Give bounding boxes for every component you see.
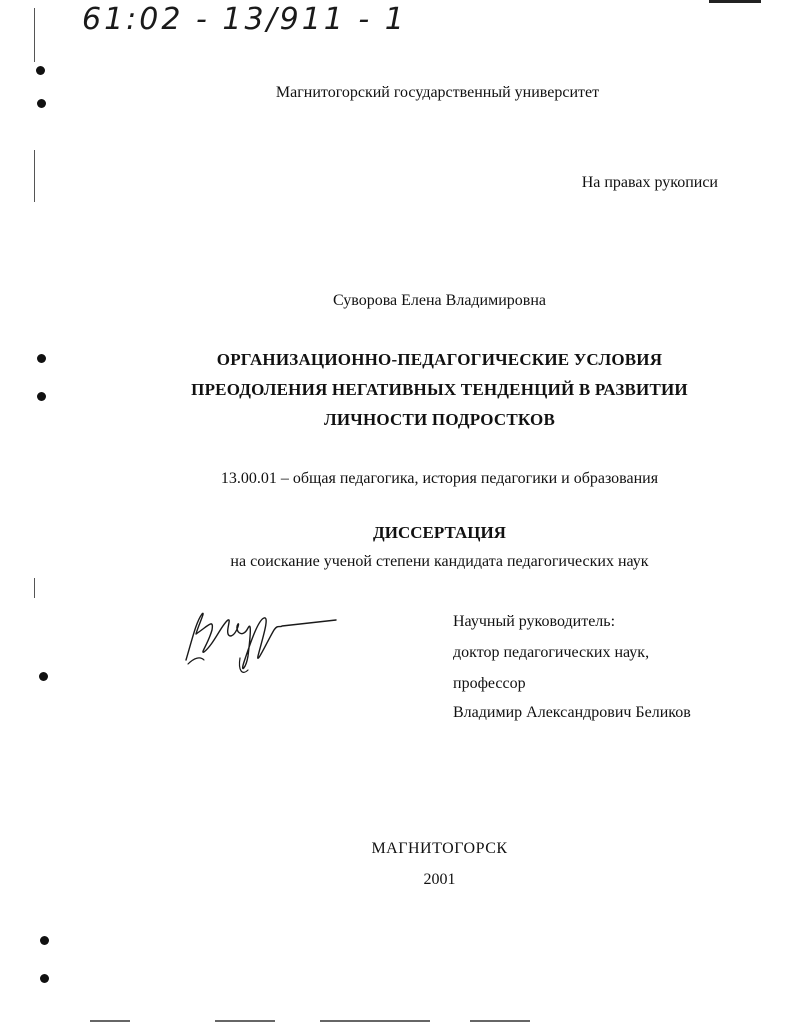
binder-hole-dot	[36, 66, 45, 75]
document-type-heading: ДИССЕРТАЦИЯ	[373, 523, 506, 542]
scan-mark-top	[709, 0, 761, 3]
binder-hole-dot	[40, 936, 49, 945]
scan-edge-line	[34, 578, 35, 598]
dissertation-title-line-2: ПРЕОДОЛЕНИЯ НЕГАТИВНЫХ ТЕНДЕНЦИЙ В РАЗВИТИИ	[191, 380, 688, 399]
scan-edge-line	[34, 150, 35, 202]
manuscript-rights-note: На правах рукописи	[581, 174, 718, 191]
dissertation-title-line-1: ОРГАНИЗАЦИОННО-ПЕДАГОГИЧЕСКИЕ УСЛОВИЯ	[216, 350, 663, 369]
scan-edge-line	[34, 8, 35, 62]
supervisor-name: Владимир Александрович Беликов	[453, 704, 691, 721]
dissertation-title-line-3: ЛИЧНОСТИ ПОДРОСТКОВ	[323, 410, 555, 429]
binder-hole-dot	[40, 974, 49, 983]
supervisor-rank: профессор	[453, 675, 526, 692]
binder-hole-dot	[39, 672, 48, 681]
supervisor-label: Научный руководитель:	[453, 613, 616, 630]
handwritten-archive-code: 61:02 - 13/911 - 1	[82, 2, 407, 37]
author-signature	[178, 600, 343, 680]
scan-speck	[470, 1020, 530, 1022]
university-name: Магнитогорский государственный университет	[275, 84, 600, 101]
supervisor-degree: доктор педагогических наук,	[453, 644, 650, 661]
city-name: МАГНИТОГОРСК	[371, 840, 508, 857]
specialty-code: 13.00.01 – общая педагогика, история педагогики и образования	[220, 470, 659, 487]
scan-speck	[90, 1020, 130, 1022]
author-name: Суворова Елена Владимировна	[332, 292, 547, 309]
publication-year: 2001	[423, 871, 456, 888]
scan-speck	[320, 1020, 430, 1022]
scan-speck	[215, 1020, 275, 1022]
degree-description: на соискание ученой степени кандидата педагогических наук	[230, 553, 649, 570]
